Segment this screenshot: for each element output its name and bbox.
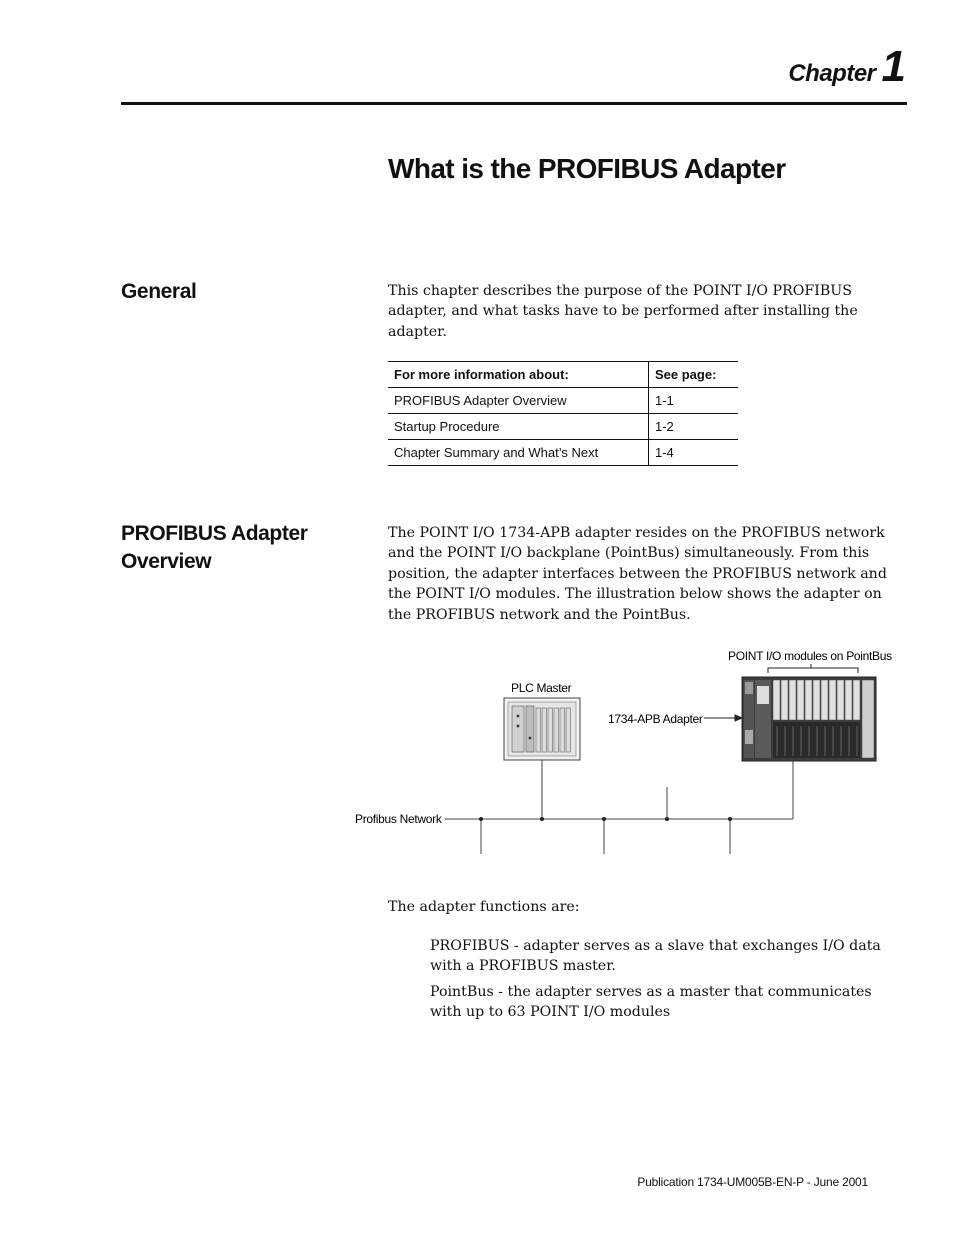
chapter-label: Chapter — [788, 60, 876, 87]
chapter-header — [788, 42, 906, 92]
label-adapter: 1734-APB Adapter — [608, 712, 703, 726]
table-cell-topic: PROFIBUS Adapter Overview — [388, 388, 649, 414]
table-header-topic: For more information about: — [388, 362, 649, 388]
table-row — [388, 388, 738, 414]
function-item-profibus: PROFIBUS - adapter serves as a slave that exchanges I/O data with a PROFIBUS master. — [430, 938, 881, 975]
label-modules: POINT I/O modules on PointBus — [728, 649, 892, 663]
table-row — [388, 414, 738, 440]
footer-publication: Publication 1734-UM005B-EN-P - June 2001 — [637, 1175, 868, 1189]
label-plc-master: PLC Master — [511, 681, 572, 695]
header-rule — [121, 102, 907, 105]
general-paragraph: This chapter describes the purpose of the POINT I/O PROFIBUS adapter, and what tasks have to be performed after installing the adapter. — [388, 283, 858, 340]
table-cell-topic: Startup Procedure — [388, 414, 649, 440]
point-io-assembly — [742, 677, 876, 761]
reference-table — [388, 361, 738, 466]
table-cell-page: 1-4 — [649, 440, 739, 466]
plc-master-rack — [504, 698, 580, 760]
section-heading-overview: PROFIBUS Adapter Overview — [121, 522, 308, 573]
page-title: What is the PROFIBUS Adapter — [388, 153, 786, 184]
network-diagram — [353, 642, 893, 860]
function-item-pointbus: PointBus - the adapter serves as a master that communicates with up to 63 POINT I/O modules — [430, 984, 872, 1021]
overview-paragraph: The POINT I/O 1734-APB adapter resides on the PROFIBUS network and the POINT I/O backplane (PointBus) simultaneously. From this position, the adapter interfaces between the PROFIBUS network and the POINT I/O modules. The illustration below shows the adapter on the PROFIBUS network and the PointBus. — [388, 525, 887, 623]
table-header-row — [388, 362, 738, 388]
chapter-number: 1 — [881, 42, 906, 91]
table-cell-topic: Chapter Summary and What’s Next — [388, 440, 649, 466]
table-cell-page: 1-1 — [649, 388, 739, 414]
table-cell-page: 1-2 — [649, 414, 739, 440]
section-heading-general: General — [121, 280, 197, 303]
table-row — [388, 440, 738, 466]
table-header-page: See page: — [649, 362, 739, 388]
functions-intro: The adapter functions are: — [388, 899, 580, 915]
label-profibus-network: Profibus Network — [355, 812, 442, 826]
